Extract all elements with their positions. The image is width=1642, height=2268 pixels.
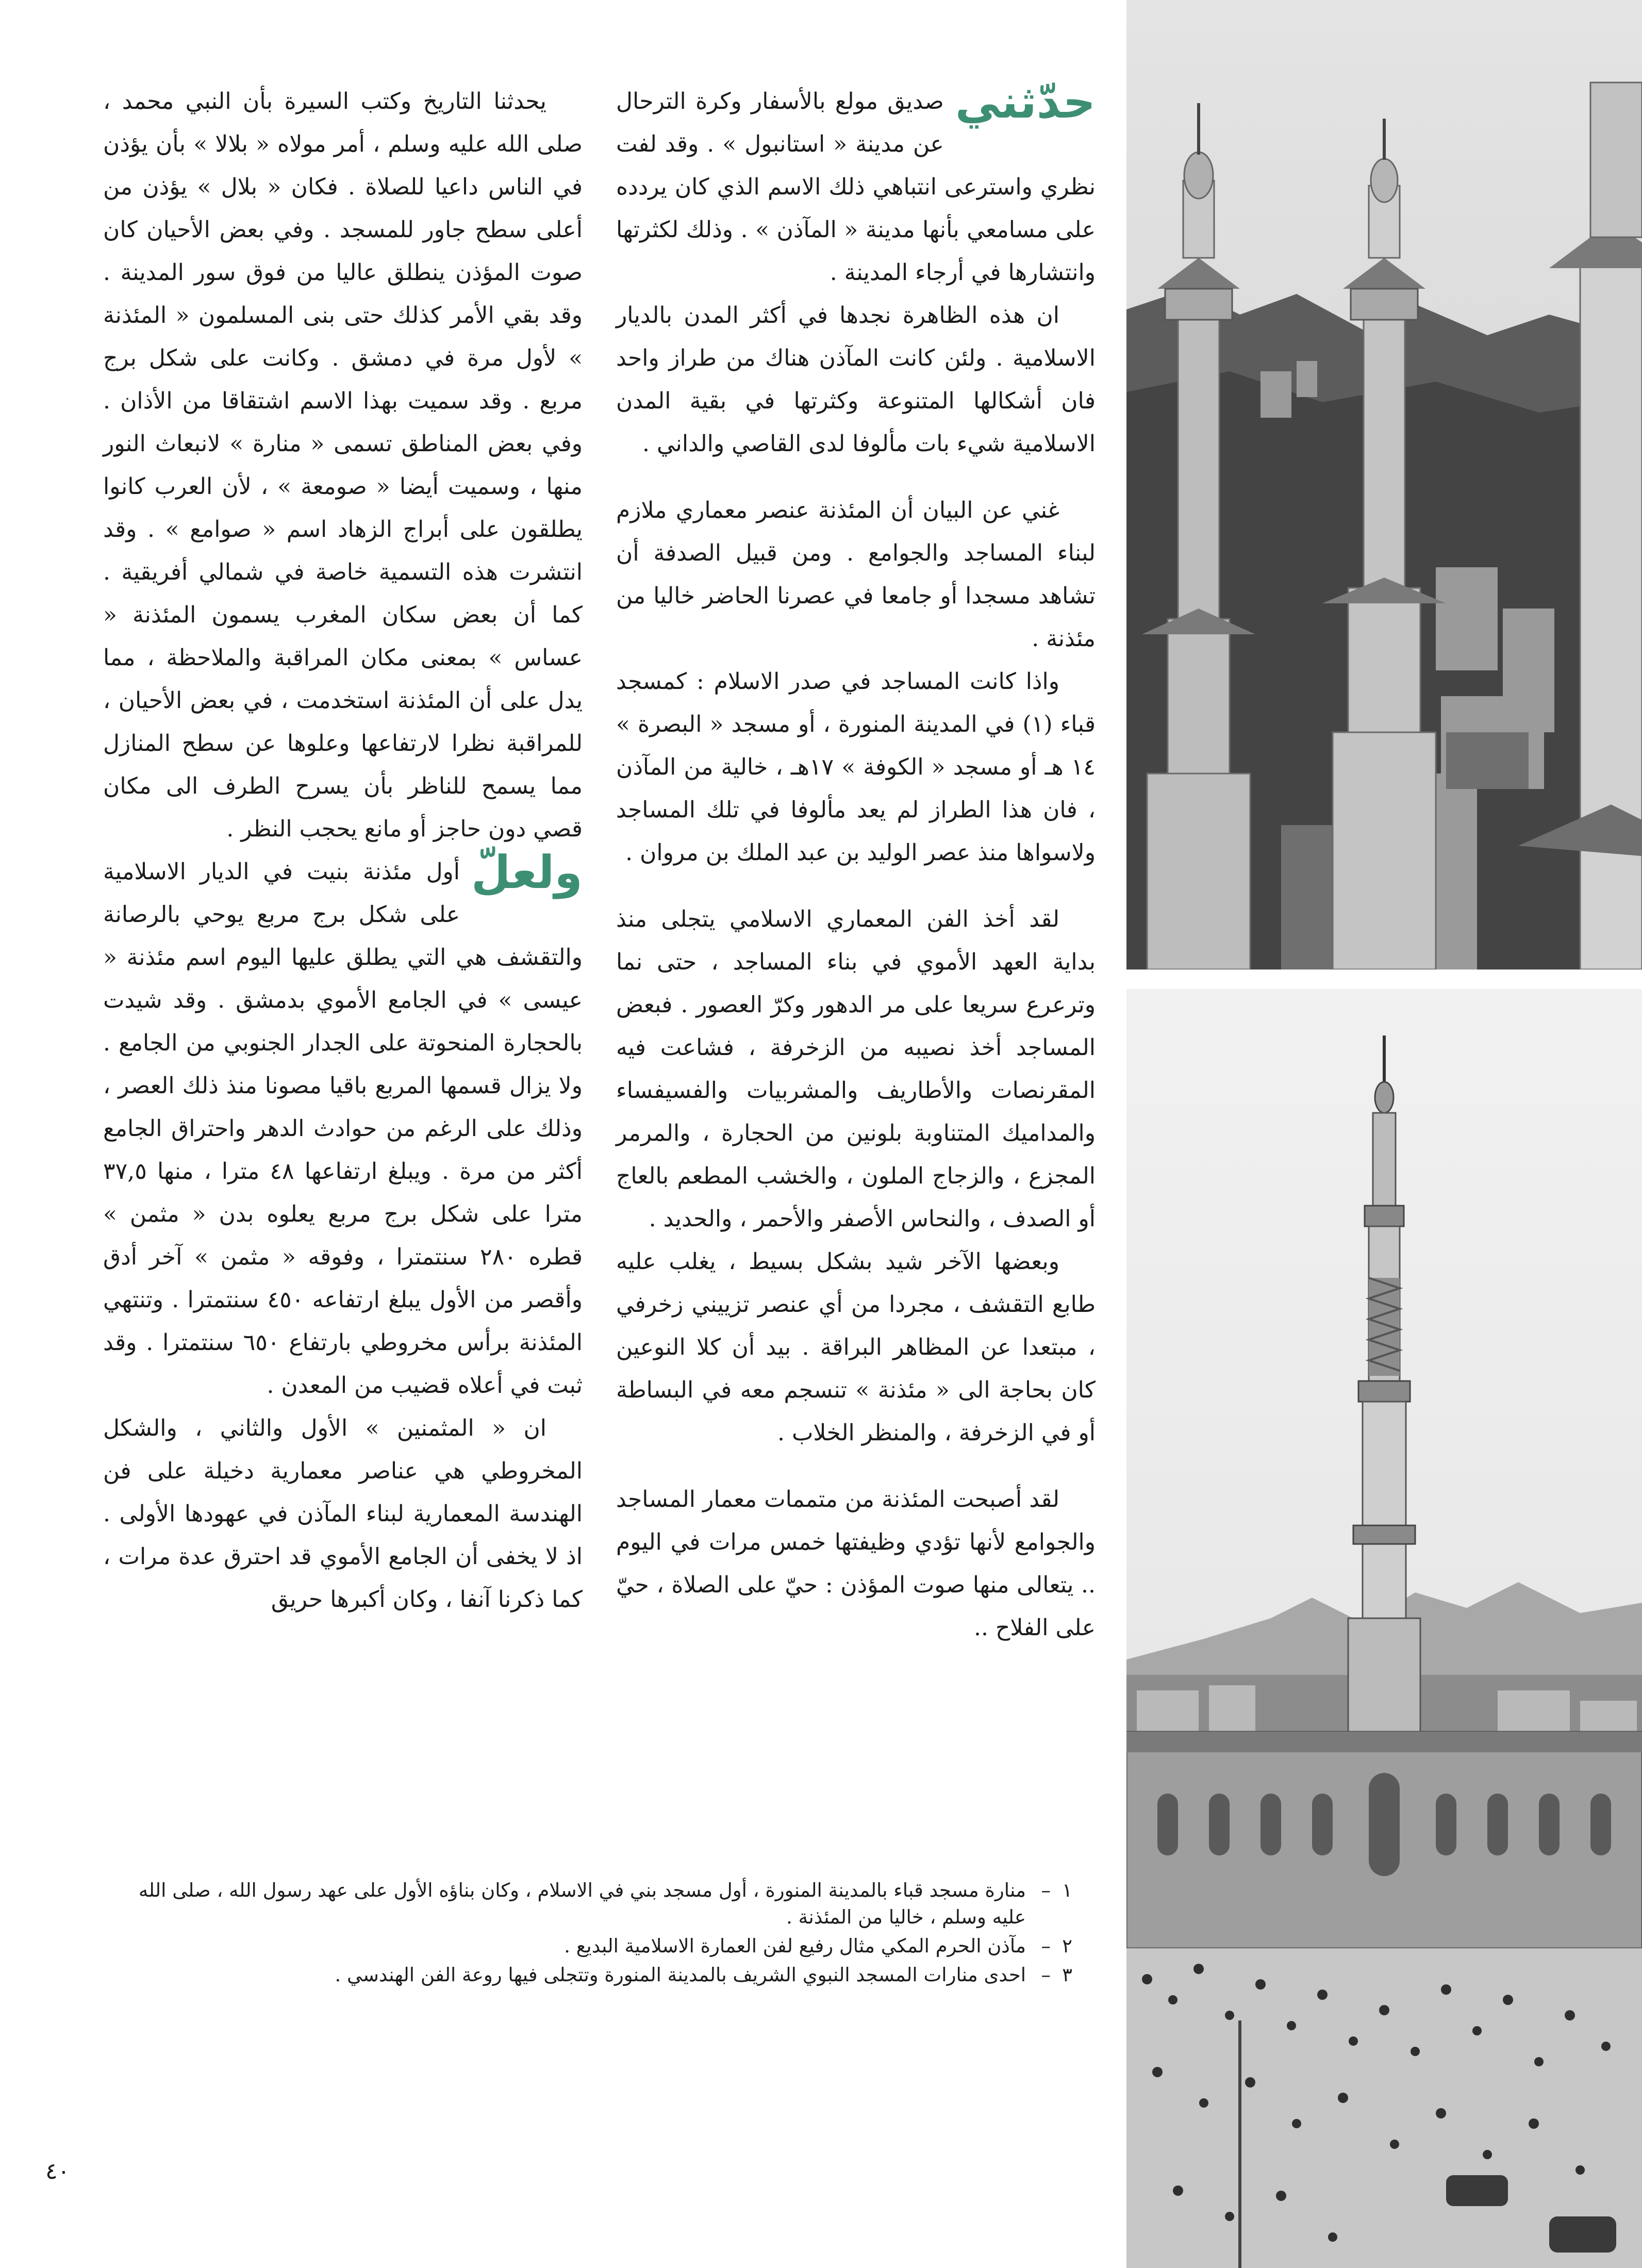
paragraph — [103, 846, 583, 1407]
caption-number: ٣ — [1062, 1964, 1072, 1986]
caption-dash: – — [1041, 1935, 1051, 1957]
paragraph: غني عن البيان أن المئذنة عنصر معماري ملازم لبناء المساجد والجوامع . ومن قبيل الصدفة أن تشاهد مسجدا أو جامعا في عصرنا الحاضر خاليا من مئذنة . — [616, 497, 1096, 652]
paragraph: يحدثنا التاريخ وكتب السيرة بأن النبي محمد ، صلى الله عليه وسلم ، أمر مولاه « بلالا » بأن يؤذن في الناس داعيا للصلاة . فكان « بلال » يؤذن من أعلى سطح جاور للمسجد . وفي بعض الأحيان كان صوت المؤذن ينطلق عاليا من فوق سور المدينة . وقد بقي الأمر كذلك حتى بنى المسلمون « المئذنة » لأول مرة في دمشق . وكانت على شكل برج مربع . وقد سميت بهذا الاسم اشتقاقا من الأذان . وفي بعض المناطق تسمى « منارة » لانبعاث النور منها ، وسميت أيضا « صومعة » ، لأن العرب كانوا يطلقون على أبراج الزهاد اسم « صوامع » . وقد انتشرت هذه التسمية خاصة في شمالي أفريقية . كما أن بعض سكان المغرب يسمون المئذنة « عساس » بمعنى مكان المراقبة والملاحظة ، مما يدل على أن المئذنة استخدمت ، في بعض الأحيان ، للمراقبة نظرا لارتفاعها وعلوها عن سطح المنازل مما يسمح للناظر بأن يسرح الطرف الى مكان قصي دون حاجز أو مانع يحجب النظر . — [103, 88, 583, 842]
caption-2 — [103, 1933, 1072, 1960]
photo-divider — [1126, 969, 1642, 989]
paragraph: لقد أخذ الفن المعماري الاسلامي يتجلى منذ بداية العهد الأموي في بناء المساجد ، حتى نما وترعرع سريعا على مر الدهور وكرّ العصور . فبعض المساجد أخذ نصيبه من الزخرفة ، فشاعت فيه المقرنصات والأطاريف والمشربيات والفسيفساء والمداميك المتناوبة بلونين من الحجارة ، والمرمر المجزع ، والزجاج الملون ، والخشب المطعم بالعاج أو الصدف ، والنحاس الأصفر والأحمر ، والحديد . — [616, 906, 1096, 1232]
page-number: ٤٠ — [45, 2158, 70, 2184]
caption-text: منارة مسجد قباء بالمدينة المنورة ، أول مسجد بني في الاسلام ، وكان بناؤه الأول على عهد رسول الله ، صلى الله عليه وسلم ، خاليا من المئذنة . — [138, 1879, 1026, 1928]
paragraph: لقد أصبحت المئذنة من متممات معمار المساجد والجوامع لأنها تؤدي وظيفتها خمس مرات في اليوم .. يتعالى منها صوت المؤذن : حيّ على الصلاة ، حيّ على الفلاح .. — [616, 1486, 1096, 1641]
text-column-right — [616, 75, 1096, 1649]
caption-dash: – — [1041, 1964, 1051, 1986]
photo-medina-minaret — [1126, 989, 1642, 2268]
caption-dash: – — [1041, 1879, 1051, 1901]
paragraph: وبعضها الآخر شيد بشكل بسيط ، يغلب عليه طابع التقشف ، مجردا من أي عنصر تزييني زخرفي ، مبتعدا عن المظاهر البراقة . بيد أن كلا النوعين كان بحاجة الى « مئذنة » تنسجم معه في البساطة أو في الزخرفة ، والمنظر الخلاب . — [616, 1248, 1096, 1446]
paragraph: ان « المثمنين » الأول والثاني ، والشكل المخروطي هي عناصر معمارية دخيلة على فن الهندسة المعمارية لبناء المآذن في عهودها الأولى . اذ لا يخفى أن الجامع الأموي قد احترق عدة مرات ، كما ذكرنا آنفا ، وكان أكبرها حريق — [103, 1415, 583, 1613]
paragraph-text: أول مئذنة بنيت في الديار الاسلامية على شكل برج مربع يوحي بالرصانة والتقشف هي التي يطلق عليها اليوم اسم مئذنة « عيسى » في الجامع الأموي بدمشق . وقد شيدت بالحجارة المنحوتة على الجدار الجنوبي من الجامع . ولا يزال قسمها المربع باقيا مصونا منذ ذلك العصر ، وذلك على الرغم من حوادث الدهر واحتراق الجامع أكثر من مرة . ويبلغ ارتفاعها ٤٨ مترا ، منها ٣٧,٥ مترا على شكل برج مربع يعلوه بدن « مثمن » قطره ٢٨٠ سنتمترا ، وفوقه « مثمن » آخر أدق وأقصر من الأول يبلغ ارتفاعه ٤٥٠ سنتمترا . وتنتهي المئذنة برأس مخروطي بارتفاع ٦٥٠ سنتمترا . وقد ثبت في أعلاه قضيب من المعدن . — [103, 859, 583, 1399]
paragraph: واذا كانت المساجد في صدر الاسلام : كمسجد قباء (١) في المدينة المنورة ، أو مسجد « البصرة » ١٤ هـ أو مسجد « الكوفة » ١٧هـ ، خالية من المآذن ، فان هذا الطراز لم يعد مألوفا في تلك المساجد ولاسواها منذ عصر الوليد بن عبد الملك بن مروان . — [616, 668, 1096, 866]
photo-mecca-minarets — [1126, 0, 1642, 969]
paragraph — [616, 75, 1096, 294]
photo-strip — [1126, 0, 1642, 2268]
decorative-word-walaal: ولعلّ — [471, 846, 583, 899]
decorative-word-haddathani: حدّثني — [955, 75, 1096, 128]
paragraph: ان هذه الظاهرة نجدها في أكثر المدن بالديار الاسلامية . ولئن كانت المآذن هناك من طراز واحد فان أشكالها المتنوعة وكثرتها في بقية المدن الاسلامية شيء بات مألوفا لدى القاصي والداني . — [616, 302, 1096, 457]
caption-text: مآذن الحرم المكي مثال رفيع لفن العمارة الاسلامية البديع . — [564, 1935, 1026, 1957]
caption-3 — [103, 1962, 1072, 1988]
caption-text: احدى منارات المسجد النبوي الشريف بالمدينة المنورة وتتجلى فيها روعة الفن الهندسي . — [335, 1964, 1026, 1986]
caption-1 — [103, 1877, 1072, 1931]
caption-number: ٢ — [1062, 1935, 1072, 1957]
paragraph-text: صديق مولع بالأسفار وكرة الترحال عن مدينة « استانبول » . وقد لفت نظري واسترعى انتباهي ذلك الاسم الذي كان يردده على مسامعي بأنها مدينة « المآذن » . وذلك لكثرتها وانتشارها في أرجاء المدينة . — [616, 88, 1096, 286]
caption-number: ١ — [1062, 1879, 1072, 1901]
text-column-left — [103, 80, 583, 1621]
photo-captions — [103, 1877, 1072, 1991]
